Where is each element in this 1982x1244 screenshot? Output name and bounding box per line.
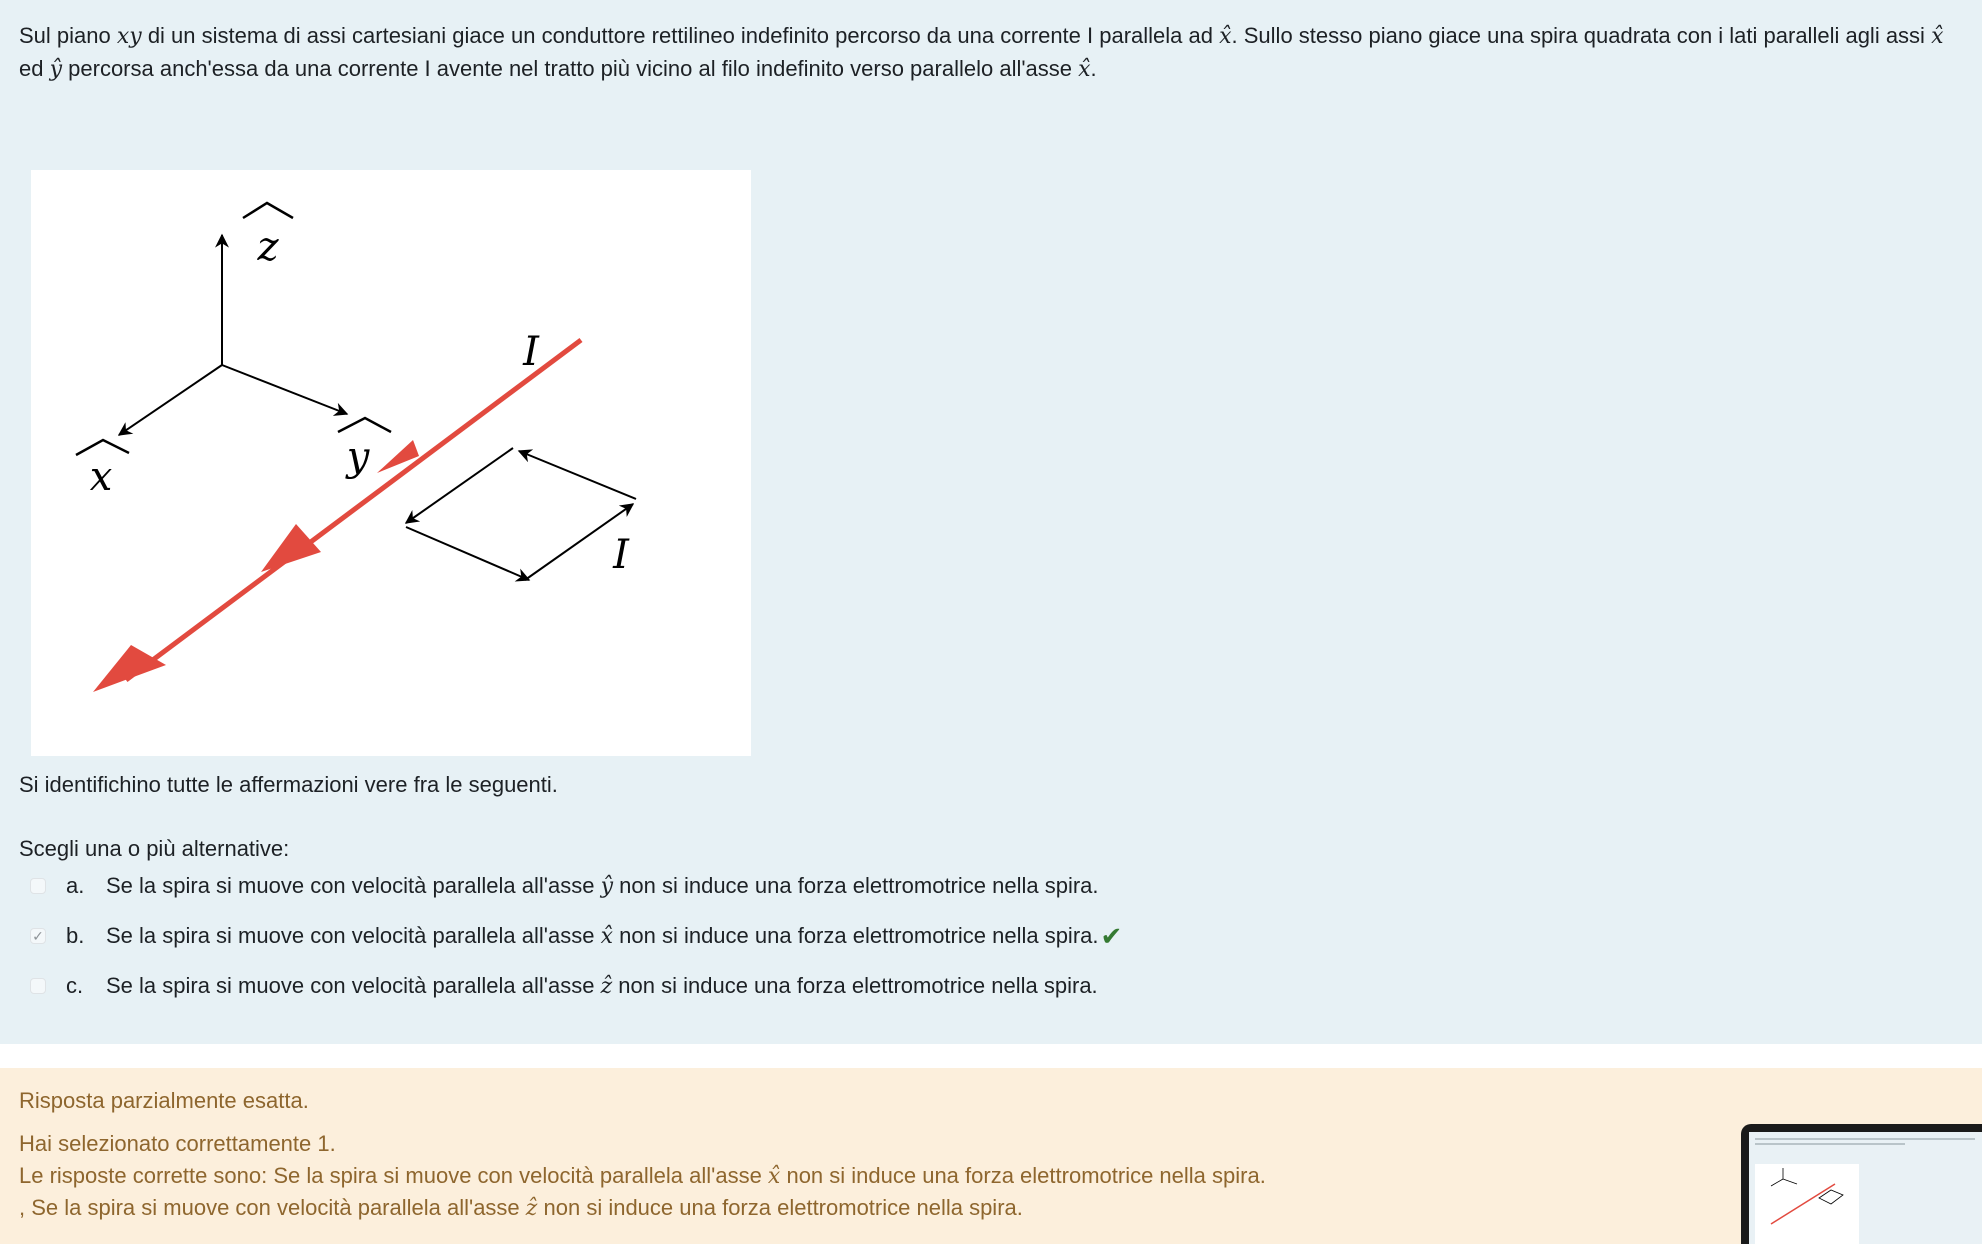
math-xy: xy	[116, 24, 142, 49]
feedback-text: , Se la spira si muove con velocità parallela all'asse	[19, 1195, 526, 1220]
option-text: non si induce una forza elettromotrice nella spira.	[618, 973, 1098, 998]
square-loop	[406, 448, 636, 580]
wire-arrow-mid	[261, 524, 321, 572]
question-text-part: . Sullo stesso piano giace una spira quadrata con i lati paralleli agli assi	[1231, 23, 1932, 48]
feedback-status: Risposta parzialmente esatta.	[19, 1088, 309, 1113]
x-hat-mark	[76, 440, 129, 455]
z-hat-mark	[243, 203, 293, 218]
choose-label: Scegli una o più alternative:	[19, 836, 290, 861]
math-y-hat: ŷ	[49, 57, 63, 82]
loop-side-bottom-left	[406, 527, 529, 580]
question-text-part: .	[1090, 56, 1097, 81]
feedback-selected: Hai selezionato correttamente 1.	[19, 1131, 336, 1156]
option-a[interactable]	[30, 869, 1099, 903]
y-axis-line	[222, 365, 347, 414]
y-hat-mark	[338, 418, 391, 432]
option-c-checkbox[interactable]	[30, 978, 46, 994]
infinite-wire	[93, 329, 581, 692]
question-text-part: di un sistema di assi cartesiani giace un conduttore rettilineo indefinito percorso da una corrente I parallela ad	[141, 23, 1220, 48]
z-axis-label: z	[257, 224, 279, 270]
x-axis-line	[119, 365, 222, 435]
math-x-hat: x̂	[1078, 57, 1091, 82]
wire-line	[126, 340, 581, 680]
instruction-text: Si identifichino tutte le affermazioni vere fra le seguenti.	[19, 772, 558, 797]
question-text	[19, 20, 1959, 86]
wire-current-label: I	[523, 329, 539, 375]
math-x-hat: x̂	[767, 1164, 781, 1189]
wire-arrow-end	[93, 645, 166, 692]
axis-system	[76, 203, 391, 500]
option-letter: a.	[66, 873, 85, 898]
loop-current-label: I	[613, 532, 629, 578]
option-letter: b.	[66, 923, 85, 948]
option-text: non si induce una forza elettromotrice nella spira.	[619, 923, 1099, 948]
option-text: Se la spira si muove con velocità parallela all'asse	[106, 873, 595, 898]
option-text: Se la spira si muove con velocità parallela all'asse	[106, 973, 595, 998]
option-text: Se la spira si muove con velocità parallela all'asse	[106, 923, 595, 948]
option-a-checkbox[interactable]	[30, 878, 46, 894]
figure-diagram	[31, 170, 751, 756]
math-x-hat: x̂	[1219, 24, 1232, 49]
feedback-correct-line2	[19, 1193, 1023, 1224]
feedback-text: Le risposte corrette sono: Se la spira si muove con velocità parallela all'asse	[19, 1163, 768, 1188]
question-text-part: percorsa anch'essa da una corrente I avente nel tratto più vicino al filo indefinito verso parallelo all'asse	[62, 56, 1079, 81]
y-axis-label: y	[346, 434, 370, 480]
feedback-correct-line1	[19, 1161, 1266, 1192]
loop-side-top-right	[519, 451, 636, 499]
feedback-text: non si induce una forza elettromotrice nella spira.	[537, 1195, 1023, 1220]
option-b[interactable]	[30, 919, 1122, 953]
math-x-hat: x̂	[1931, 24, 1944, 49]
screen-preview-thumbnail[interactable]	[1741, 1124, 1982, 1244]
option-b-checkbox[interactable]: ✓	[30, 928, 46, 944]
option-letter: c.	[66, 973, 84, 998]
option-text: non si induce una forza elettromotrice nella spira.	[619, 873, 1099, 898]
question-figure	[31, 170, 751, 756]
question-text-part: Sul piano	[19, 23, 117, 48]
preview-screen	[1749, 1132, 1982, 1244]
math-z-hat: ẑ	[525, 1196, 538, 1221]
preview-drawing	[1749, 1132, 1982, 1244]
option-c[interactable]	[30, 969, 1098, 1003]
feedback-text: non si induce una forza elettromotrice nella spira.	[780, 1163, 1266, 1188]
math-y-hat: ŷ	[600, 873, 614, 899]
math-x-hat: x̂	[600, 923, 613, 949]
correct-check-icon: ✔	[1100, 920, 1123, 951]
x-axis-label: x	[89, 454, 113, 500]
feedback-panel	[0, 1068, 1982, 1244]
question-text-part: ed	[19, 56, 50, 81]
math-z-hat: ẑ	[600, 973, 613, 999]
